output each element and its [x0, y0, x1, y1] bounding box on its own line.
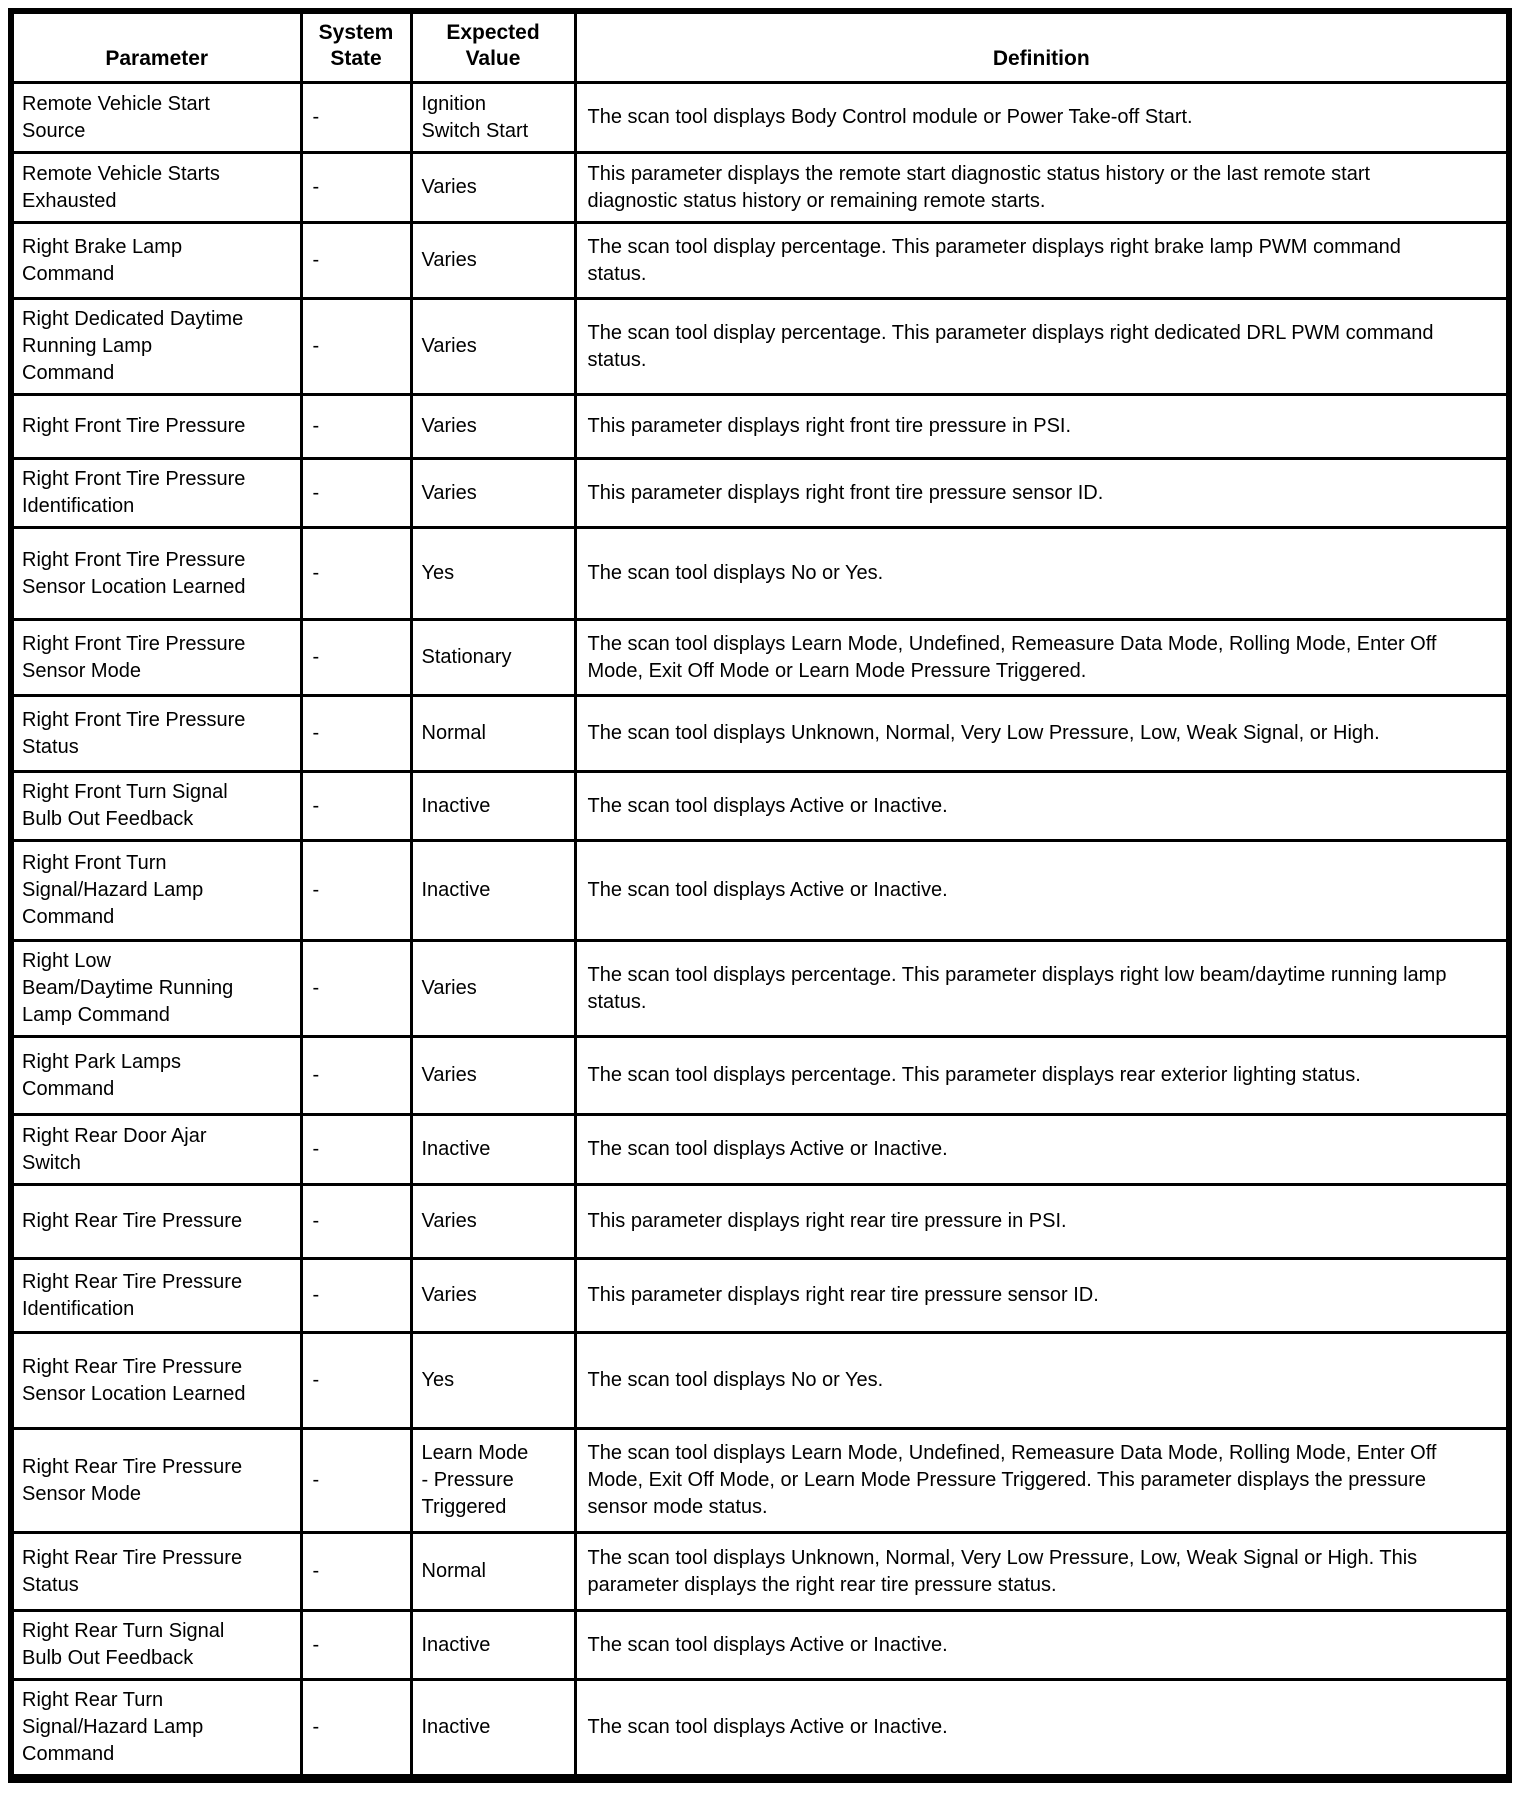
parameter-cell: Right Dedicated Daytime Running Lamp Command: [11, 299, 301, 395]
parameter-table: [8, 8, 1512, 1783]
system-state-cell: -: [301, 1115, 411, 1185]
definition-cell: This parameter displays the remote start diagnostic status history or the last remote start diagnostic status history or remaining remote starts.: [575, 153, 1509, 223]
expected-value-cell: Varies: [411, 941, 575, 1037]
system-state-cell: -: [301, 1259, 411, 1333]
system-state-cell: -: [301, 1429, 411, 1533]
column-header-definition: Definition: [575, 11, 1509, 83]
table-row: [11, 1680, 1509, 1779]
parameter-cell: Right Front Tire Pressure Identification: [11, 459, 301, 528]
expected-value-cell: Varies: [411, 299, 575, 395]
parameter-cell: Right Rear Tire Pressure: [11, 1185, 301, 1259]
expected-value-cell: Yes: [411, 528, 575, 620]
system-state-cell: -: [301, 620, 411, 696]
expected-value-cell: Learn Mode - Pressure Triggered: [411, 1429, 575, 1533]
expected-value-cell: Varies: [411, 1259, 575, 1333]
column-header-system-state: System State: [301, 11, 411, 83]
definition-cell: The scan tool displays Active or Inactive.: [575, 772, 1509, 841]
expected-value-cell: Varies: [411, 1037, 575, 1115]
expected-value-cell: Normal: [411, 696, 575, 772]
expected-value-cell: Inactive: [411, 1680, 575, 1779]
parameter-cell: Right Front Tire Pressure Status: [11, 696, 301, 772]
table-row: [11, 1533, 1509, 1611]
table-row: [11, 1259, 1509, 1333]
system-state-cell: -: [301, 153, 411, 223]
definition-cell: The scan tool displays No or Yes.: [575, 528, 1509, 620]
parameter-cell: Right Front Turn Signal Bulb Out Feedback: [11, 772, 301, 841]
definition-cell: The scan tool displays Active or Inactive.: [575, 1115, 1509, 1185]
system-state-cell: -: [301, 528, 411, 620]
parameter-cell: Right Front Turn Signal/Hazard Lamp Command: [11, 841, 301, 941]
system-state-cell: -: [301, 696, 411, 772]
parameter-cell: Right Front Tire Pressure: [11, 395, 301, 459]
parameter-cell: Remote Vehicle Starts Exhausted: [11, 153, 301, 223]
system-state-cell: -: [301, 223, 411, 299]
definition-cell: The scan tool displays percentage. This parameter displays right low beam/daytime running lamp status.: [575, 941, 1509, 1037]
expected-value-cell: Varies: [411, 395, 575, 459]
table-row: [11, 696, 1509, 772]
table-row: [11, 299, 1509, 395]
definition-cell: This parameter displays right front tire pressure sensor ID.: [575, 459, 1509, 528]
expected-value-cell: Ignition Switch Start: [411, 83, 575, 153]
expected-value-cell: Inactive: [411, 1115, 575, 1185]
definition-cell: The scan tool displays Unknown, Normal, Very Low Pressure, Low, Weak Signal, or High.: [575, 696, 1509, 772]
definition-cell: The scan tool displays Body Control module or Power Take-off Start.: [575, 83, 1509, 153]
expected-value-cell: Varies: [411, 1185, 575, 1259]
system-state-cell: -: [301, 1611, 411, 1680]
parameter-cell: Right Rear Tire Pressure Status: [11, 1533, 301, 1611]
table-row: [11, 395, 1509, 459]
parameter-cell: Right Rear Turn Signal Bulb Out Feedback: [11, 1611, 301, 1680]
parameter-cell: Right Front Tire Pressure Sensor Location Learned: [11, 528, 301, 620]
definition-cell: The scan tool displays No or Yes.: [575, 1333, 1509, 1429]
system-state-cell: -: [301, 1533, 411, 1611]
expected-value-cell: Inactive: [411, 1611, 575, 1680]
parameter-cell: Right Rear Tire Pressure Sensor Location Learned: [11, 1333, 301, 1429]
definition-cell: This parameter displays right front tire pressure in PSI.: [575, 395, 1509, 459]
expected-value-cell: Varies: [411, 223, 575, 299]
table-row: [11, 1037, 1509, 1115]
parameter-cell: Right Low Beam/Daytime Running Lamp Command: [11, 941, 301, 1037]
table-body: [11, 83, 1509, 1779]
table-row: [11, 153, 1509, 223]
definition-cell: The scan tool displays Active or Inactive.: [575, 1680, 1509, 1779]
parameter-cell: Right Rear Door Ajar Switch: [11, 1115, 301, 1185]
definition-cell: The scan tool displays percentage. This parameter displays rear exterior lighting status.: [575, 1037, 1509, 1115]
table-row: [11, 459, 1509, 528]
table-row: [11, 528, 1509, 620]
expected-value-cell: Varies: [411, 153, 575, 223]
column-header-expected-value: Expected Value: [411, 11, 575, 83]
table-row: [11, 1333, 1509, 1429]
parameter-cell: Remote Vehicle Start Source: [11, 83, 301, 153]
definition-cell: The scan tool displays Active or Inactive.: [575, 1611, 1509, 1680]
parameter-cell: Right Park Lamps Command: [11, 1037, 301, 1115]
system-state-cell: -: [301, 1333, 411, 1429]
table-row: [11, 620, 1509, 696]
expected-value-cell: Inactive: [411, 772, 575, 841]
system-state-cell: -: [301, 772, 411, 841]
definition-cell: The scan tool display percentage. This parameter displays right dedicated DRL PWM command status.: [575, 299, 1509, 395]
table-row: [11, 223, 1509, 299]
system-state-cell: -: [301, 1185, 411, 1259]
table-row: [11, 1115, 1509, 1185]
definition-cell: The scan tool displays Unknown, Normal, Very Low Pressure, Low, Weak Signal or High. This parameter displays the right rear tire pressure status.: [575, 1533, 1509, 1611]
parameter-cell: Right Front Tire Pressure Sensor Mode: [11, 620, 301, 696]
table-row: [11, 1429, 1509, 1533]
table-row: [11, 841, 1509, 941]
definition-cell: This parameter displays right rear tire pressure in PSI.: [575, 1185, 1509, 1259]
system-state-cell: -: [301, 299, 411, 395]
system-state-cell: -: [301, 459, 411, 528]
expected-value-cell: Yes: [411, 1333, 575, 1429]
header-row: [11, 11, 1509, 83]
expected-value-cell: Inactive: [411, 841, 575, 941]
parameter-cell: Right Brake Lamp Command: [11, 223, 301, 299]
table-row: [11, 772, 1509, 841]
parameter-cell: Right Rear Tire Pressure Identification: [11, 1259, 301, 1333]
definition-cell: The scan tool displays Active or Inactive.: [575, 841, 1509, 941]
system-state-cell: -: [301, 1037, 411, 1115]
expected-value-cell: Stationary: [411, 620, 575, 696]
system-state-cell: -: [301, 395, 411, 459]
parameter-cell: Right Rear Turn Signal/Hazard Lamp Command: [11, 1680, 301, 1779]
expected-value-cell: Normal: [411, 1533, 575, 1611]
definition-cell: The scan tool displays Learn Mode, Undefined, Remeasure Data Mode, Rolling Mode, Enter Off Mode, Exit Off Mode or Learn Mode Pressure Triggered.: [575, 620, 1509, 696]
system-state-cell: -: [301, 83, 411, 153]
parameter-cell: Right Rear Tire Pressure Sensor Mode: [11, 1429, 301, 1533]
definition-cell: The scan tool displays Learn Mode, Undefined, Remeasure Data Mode, Rolling Mode, Enter Off Mode, Exit Off Mode, or Learn Mode Pressure Triggered. This parameter displays the pressure sensor mode status.: [575, 1429, 1509, 1533]
table-row: [11, 1185, 1509, 1259]
system-state-cell: -: [301, 841, 411, 941]
table-row: [11, 1611, 1509, 1680]
system-state-cell: -: [301, 1680, 411, 1779]
column-header-parameter: Parameter: [11, 11, 301, 83]
definition-cell: The scan tool display percentage. This parameter displays right brake lamp PWM command status.: [575, 223, 1509, 299]
table-row: [11, 941, 1509, 1037]
definition-cell: This parameter displays right rear tire pressure sensor ID.: [575, 1259, 1509, 1333]
system-state-cell: -: [301, 941, 411, 1037]
expected-value-cell: Varies: [411, 459, 575, 528]
table-row: [11, 83, 1509, 153]
